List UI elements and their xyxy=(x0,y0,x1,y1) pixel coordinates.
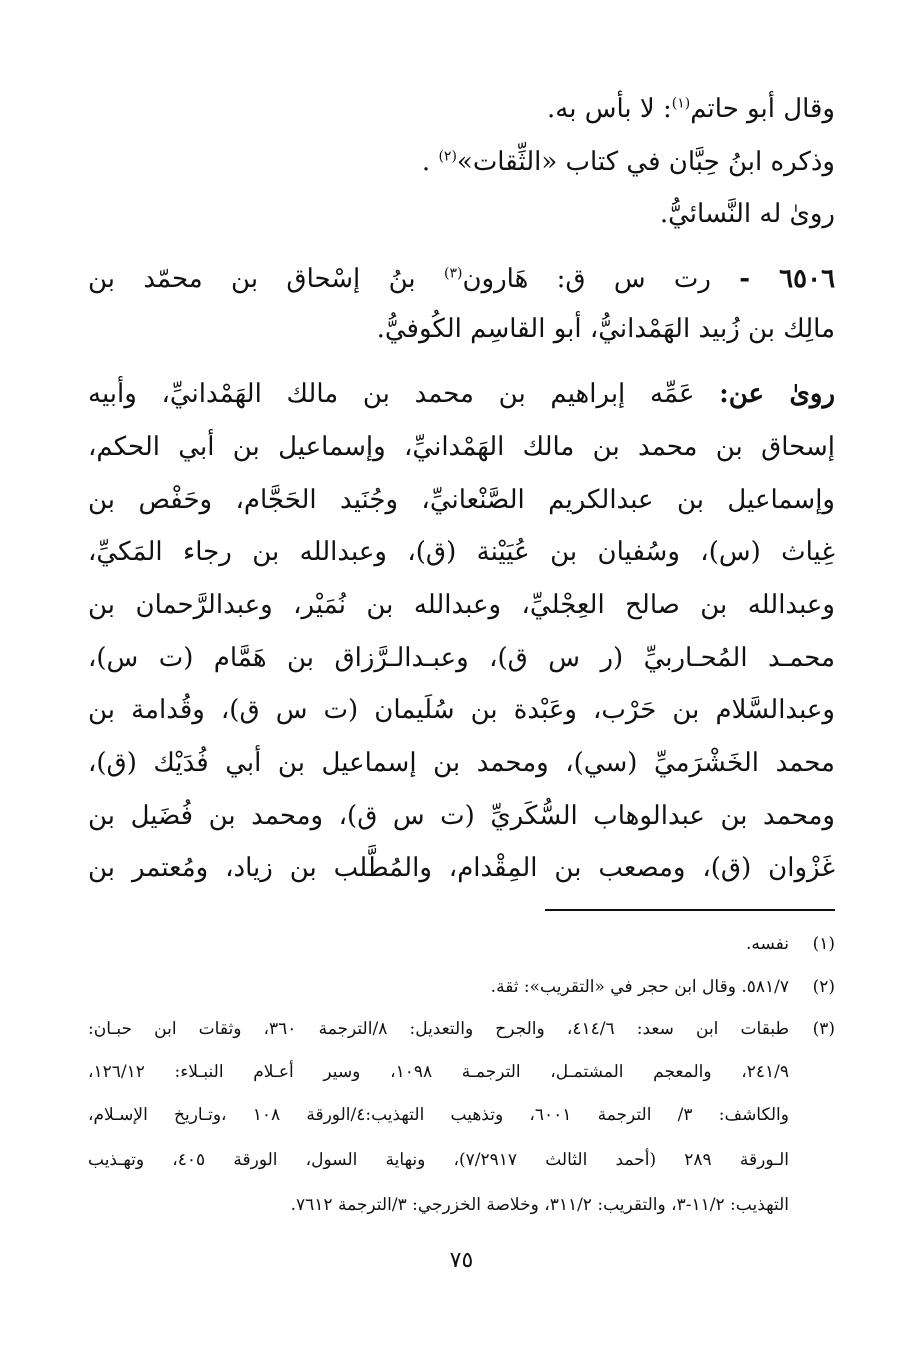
text: وقال أبو حاتم xyxy=(690,94,835,124)
footnote-1 xyxy=(746,936,835,953)
narrators-line-1 xyxy=(88,381,835,407)
narrators-line-5: وعبدالله بن صالح العِجْليِّ، وعبدالله بن نُمَيْر، وعبدالرَّحمان بن xyxy=(88,590,835,620)
narrators-line-8: محمد الخَشْرَميِّ (سي)، ومحمد بن إسماعيل بن أبي فُدَيْك (ق)، xyxy=(88,748,835,778)
narrators-line-7: وعبدالسَّلام بن حَرْب، وعَبْدة بن سُلَيمان (ت س ق)، وقُدامة بن xyxy=(88,695,835,725)
footnote-ref-3: (٣) xyxy=(443,265,463,282)
prev-entry-line-3: روىٰ له النَّسائيُّ. xyxy=(659,199,835,229)
footnote-number: (٢) xyxy=(812,977,835,997)
narrators-line-6: محمـد المُحـاربيِّ (ر س ق)، وعبـدالـرَّزاق بن هَمَّام (ت س)، xyxy=(88,643,835,673)
footnote-number: (٣) xyxy=(812,1019,835,1039)
text: : لا بأس به. xyxy=(547,94,672,124)
footnote-text: طبقات ابن سعد: ٤١٤/٦، والجرح والتعديل: ٨/الترجمة ٣٦٠، وثقات ابن حبـان: xyxy=(88,1019,789,1039)
footnote-text: ٥٨١/٧. وقال ابن حجر في «التقريب»: ثقة. xyxy=(490,977,789,997)
narrators-line-9: ومحمد بن عبدالوهاب السُّكَريِّ (ت س ق)، ومحمد بن فُضَيل بن xyxy=(88,801,835,831)
footnote-3-line-3: والكاشف: ٣/ الترجمة ٦٠٠١، وتذهيب التهذيب:٤/الورقة ١٠٨ ،وتـاريخ الإسـلام، xyxy=(88,1105,789,1125)
text: عَمِّه إبراهيم بن محمد بن مالك الهَمْدانيِّ، وأبيه xyxy=(88,379,695,409)
footnote-number: (١) xyxy=(812,934,835,954)
prev-entry-line-2 xyxy=(422,149,835,175)
footnote-text: نفسه. xyxy=(745,934,789,954)
text: رت س ق: هَارون xyxy=(462,264,711,294)
text: بنُ إسْحاق بن محمّد بن xyxy=(88,264,416,294)
entry-number: ٦٥٠٦ - xyxy=(739,264,836,294)
narrators-label: روىٰ عن: xyxy=(719,379,835,409)
footnote-ref-2: (٢) xyxy=(438,148,457,165)
page-number: ٧٥ xyxy=(449,1248,474,1273)
footnote-ref-1: (١) xyxy=(671,95,691,112)
footnote-3-line-5: التهذيب: ١١/٢-٣، والتقريب: ٣١١/٢، وخلاصة الخزرجي: ٣/الترجمة ٧٦١٢. xyxy=(290,1195,789,1215)
narrators-line-10: غَزْوان (ق)، ومصعب بن المِقْدام، والمُطَّلب بن زياد، ومُعتمر بن xyxy=(88,853,835,883)
footnote-3-line-1 xyxy=(88,1021,835,1038)
text: وذكره ابنُ حِبَّان في كتاب «الثِّقات» xyxy=(456,147,835,177)
entry-heading-line-2: مالِك بن زُبيد الهَمْدانيُّ، أبو القاسِم الكُوفيُّ. xyxy=(376,314,835,344)
footnote-divider xyxy=(545,909,835,911)
narrators-line-4: غِياث (س)، وسُفيان بن عُيَيْنة (ق)، وعبدالله بن رجاء المَكيِّ، xyxy=(88,537,835,567)
text: . xyxy=(421,147,431,177)
narrators-line-3: وإسماعيل بن عبدالكريم الصَّنْعانيِّ، وجُنَيد الحَجَّام، وحَفْص بن xyxy=(88,485,835,515)
footnote-3-line-2: ٢٤١/٩، والمعجم المشتمـل، الترجمـة ١٠٩٨، وسير أعـلام النبـلاء: ١٢٦/١٢، xyxy=(88,1062,790,1082)
entry-heading-line-1 xyxy=(88,266,835,292)
narrators-line-2: إسحاق بن محمد بن مالك الهَمْدانيِّ، وإسماعيل بن أبي الحكم، xyxy=(88,432,835,462)
footnote-3-line-4: الـورقة ٢٨٩ (أحمد الثالث ٧/٢٩١٧)، ونهاية السول، الورقة ٤٠٥، وتهـذيب xyxy=(88,1150,789,1170)
prev-entry-line-1 xyxy=(547,96,835,122)
footnote-2 xyxy=(491,979,835,996)
